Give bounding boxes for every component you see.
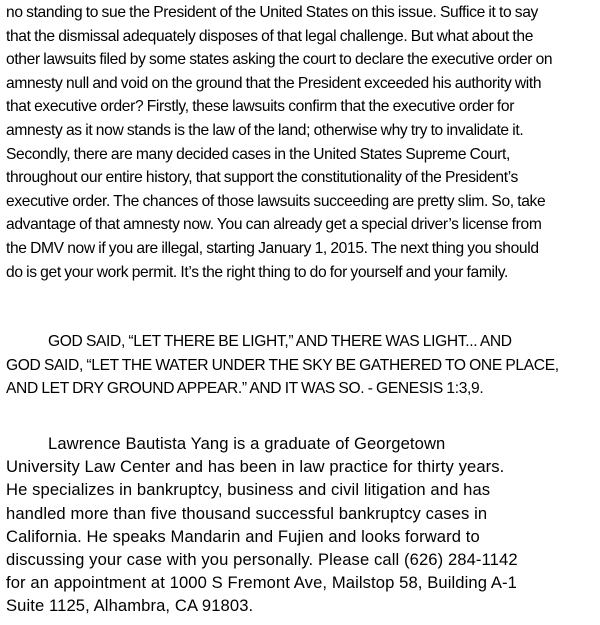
- bio-line: discussing your case with you personally. Please call (626) 284-1142: [6, 549, 518, 569]
- article-line: amnesty null and void on the ground that the President exceeded his authority with: [6, 74, 542, 92]
- bio-line: Lawrence Bautista Yang is a graduate of Georgetown: [48, 434, 446, 453]
- bio-line: for an appointment at 1000 S Fremont Ave, Mailstop 58, Building A-1: [6, 573, 517, 593]
- article-line: that executive order? Firstly, these lawsuits confirm that the executive order for: [6, 98, 515, 116]
- article-body-paragraph: [6, 1, 596, 284]
- article-line: the DMV now if you are illegal, starting January 1, 2015. The next thing you should: [6, 239, 539, 257]
- scripture-quote: [6, 330, 596, 401]
- bio-line: Suite 1125, Alhambra, CA 91803.: [6, 596, 254, 616]
- bio-line: He specializes in bankruptcy, business and civil litigation and has: [6, 480, 491, 500]
- quote-line: GOD SAID, “LET THERE BE LIGHT,” AND THERE WAS LIGHT... AND: [48, 333, 512, 350]
- article-line: no standing to sue the President of the United States on this issue. Suffice it to say: [6, 4, 538, 21]
- article-line: do is get your work permit. It’s the right thing to do for yourself and your family.: [6, 263, 508, 281]
- article-line: throughout our entire history, that support the constitutionality of the President’s: [6, 169, 518, 187]
- bio-line: handled more than five thousand successful bankruptcy cases in: [6, 503, 488, 523]
- article-line: other lawsuits filed by some states asking the court to declare the executive order on: [6, 51, 553, 69]
- article-line: advantage of that amnesty now. You can already get a special driver’s license from: [6, 216, 542, 234]
- quote-line: AND LET DRY GROUND APPEAR.” AND IT WAS SO. - GENESIS 1:3,9.: [6, 380, 484, 398]
- quote-line: GOD SAID, “LET THE WATER UNDER THE SKY BE GATHERED TO ONE PLACE,: [6, 356, 559, 374]
- article-line: executive order. The chances of those lawsuits succeeding are pretty slim. So, take: [6, 192, 546, 210]
- bio-line: California. He speaks Mandarin and Fujien and looks forward to: [6, 526, 480, 546]
- article-line: Secondly, there are many decided cases in the United States Supreme Court,: [6, 145, 510, 163]
- bio-line: University Law Center and has been in law practice for thirty years.: [6, 457, 505, 477]
- article-line: amnesty as it now stands is the law of the land; otherwise why try to invalidate it.: [6, 121, 524, 139]
- article-line: that the dismissal adequately disposes of that legal challenge. But what about the: [6, 27, 534, 45]
- author-bio: [6, 432, 596, 618]
